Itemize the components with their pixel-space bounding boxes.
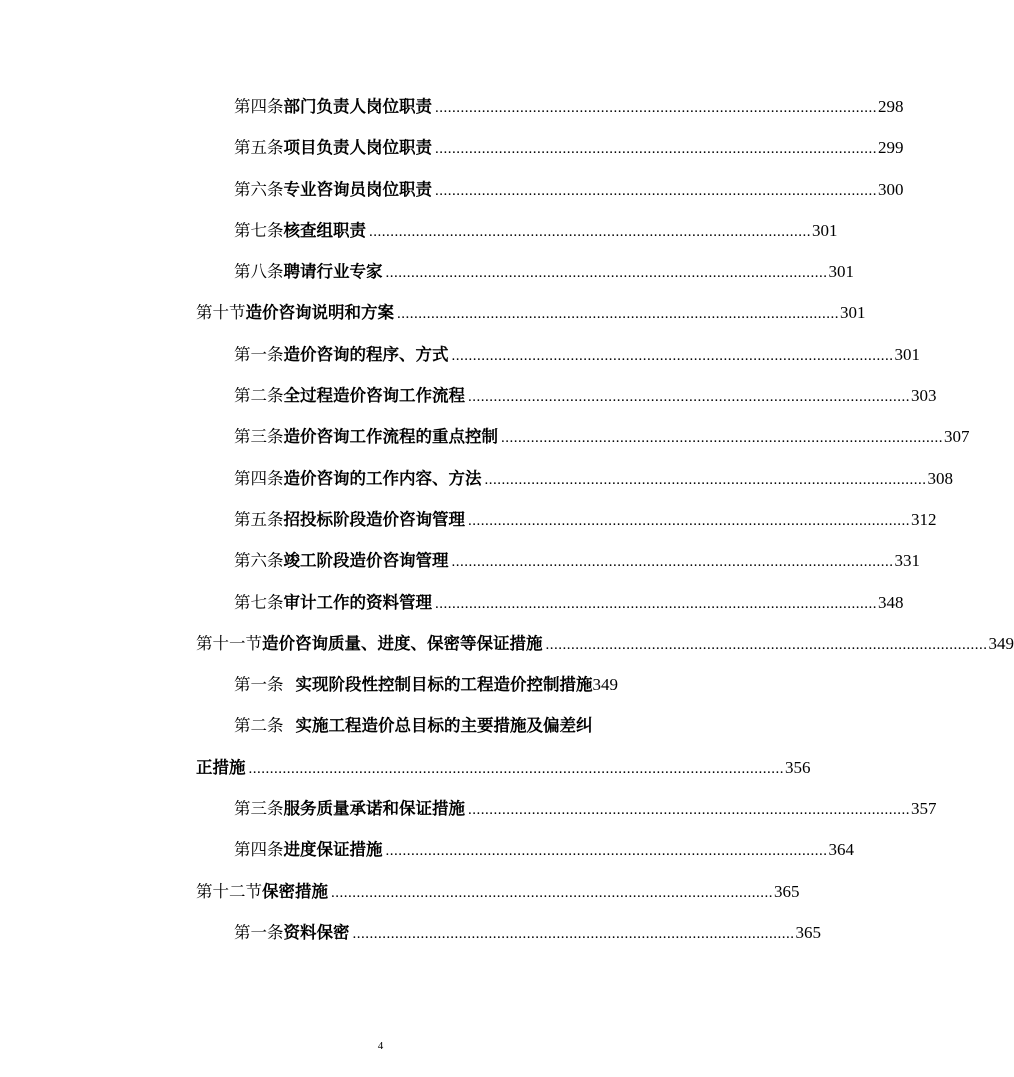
toc-entry-page: 307 xyxy=(944,427,970,447)
toc-entry-page: 303 xyxy=(911,386,937,406)
toc-entry-title: 造价咨询的工作内容、方法 xyxy=(283,468,482,488)
toc-entry-title: 造价咨询质量、进度、保密等保证措施 xyxy=(262,633,543,653)
toc-entry-page: 349 xyxy=(988,633,1014,653)
dot-leader: ........................................................................................................ xyxy=(397,306,839,323)
dot-leader: ........................................................................................................ xyxy=(468,389,910,406)
toc-entry-page: 365 xyxy=(774,881,800,901)
toc-entry-title: 造价咨询说明和方案 xyxy=(245,303,394,323)
dot-leader: ........................................................................................................ xyxy=(501,430,943,447)
toc-entry-number: 第四条 xyxy=(234,468,284,488)
toc-entry[interactable] xyxy=(0,499,937,540)
toc-entry-number: 第二条 xyxy=(234,716,284,736)
toc-entry[interactable] xyxy=(0,416,970,457)
toc-entry-page: 301 xyxy=(828,262,854,282)
dot-leader: ........................................................................................................ xyxy=(435,141,877,158)
toc-section-entry[interactable] xyxy=(0,871,800,912)
toc-entry-title: 全过程造价咨询工作流程 xyxy=(283,386,465,406)
toc-entry[interactable] xyxy=(0,210,838,251)
toc-entry[interactable] xyxy=(0,540,920,581)
dot-leader: ........................................................................................................ xyxy=(435,595,877,612)
toc-entry-number: 第一条 xyxy=(234,675,284,695)
toc-entry-page: 301 xyxy=(840,303,866,323)
dot-leader: ........................................................................................................ xyxy=(468,512,910,529)
toc-entry-page: 357 xyxy=(911,799,937,819)
toc-entry-page: 364 xyxy=(828,840,854,860)
toc-entry-number: 第一条 xyxy=(234,922,284,942)
dot-leader: ........................................................................................................ xyxy=(435,182,877,199)
toc-entry-page: 365 xyxy=(795,922,821,942)
toc-entry-page: 349 xyxy=(592,675,618,695)
toc-entry-number: 第三条 xyxy=(234,799,284,819)
toc-entry-page: 301 xyxy=(812,220,838,240)
dot-leader: ........................................................................................................ xyxy=(545,636,988,653)
toc-entry-title: 资料保密 xyxy=(283,922,350,942)
toc-entry[interactable] xyxy=(0,334,920,375)
dot-leader: ........................................................................................................ xyxy=(468,802,910,819)
toc-entry-title: 实现阶段性控制目标的工程造价控制措施 xyxy=(295,675,593,695)
toc-entry-number: 第四条 xyxy=(234,840,284,860)
dot-leader: ........................................................................................................ xyxy=(385,843,828,860)
toc-entry[interactable] xyxy=(0,86,904,127)
toc-entry-title: 核查组职责 xyxy=(283,220,366,240)
toc-entry-title: 实施工程造价总目标的主要措施及偏差纠 xyxy=(295,716,593,736)
toc-entry-page: 331 xyxy=(894,551,920,571)
toc-entry-page: 308 xyxy=(927,468,953,488)
dot-leader: ........................................................................................................ xyxy=(451,347,894,364)
toc-entry[interactable] xyxy=(0,912,821,953)
toc-entry-title: 保密措施 xyxy=(262,881,328,901)
dot-leader: ........................................................................................................ xyxy=(451,554,894,571)
toc-entry[interactable] xyxy=(0,664,761,705)
toc-section-entry[interactable] xyxy=(0,292,866,333)
toc-section-entry[interactable] xyxy=(0,623,1014,664)
dot-leader: ........................................................................................................ xyxy=(369,223,811,240)
toc-entry[interactable] xyxy=(0,251,854,292)
page-number: 4 xyxy=(377,1040,384,1052)
toc-entry-title: 审计工作的资料管理 xyxy=(283,592,432,612)
toc-entry-wrapped-start[interactable] xyxy=(0,705,761,746)
toc-entry[interactable] xyxy=(0,169,904,210)
toc-entry-title: 服务质量承诺和保证措施 xyxy=(283,799,465,819)
toc-entry-title: 竣工阶段造价咨询管理 xyxy=(283,551,449,571)
toc-entry-page: 298 xyxy=(878,97,904,116)
toc-entry-number: 第四条 xyxy=(234,97,284,116)
toc-entry-number: 第十节 xyxy=(196,303,246,323)
dot-leader: .............................................................................................................................. xyxy=(248,760,784,777)
toc-entry-number: 第一条 xyxy=(234,344,284,364)
toc-entry-number: 第七条 xyxy=(234,220,284,240)
toc-entry-page: 348 xyxy=(878,592,904,612)
toc-entry-number: 第五条 xyxy=(234,509,284,529)
toc-entry-title: 进度保证措施 xyxy=(283,840,383,860)
toc-entry-number: 第八条 xyxy=(234,262,284,282)
toc-entry[interactable] xyxy=(0,582,904,623)
toc-entry[interactable] xyxy=(0,829,854,870)
toc-entry-title: 部门负责人岗位职责 xyxy=(283,97,432,116)
toc-entry-number: 第二条 xyxy=(234,386,284,406)
toc-entry[interactable] xyxy=(0,127,904,168)
toc-entry-number: 第十一节 xyxy=(196,633,262,653)
toc-entry-page: 300 xyxy=(878,179,904,199)
toc-entry-page: 301 xyxy=(894,344,920,364)
dot-leader: ........................................................................................................ xyxy=(435,100,877,116)
toc-entry-title: 正措施 xyxy=(196,757,246,777)
toc-entry[interactable] xyxy=(0,788,937,829)
dot-leader: ........................................................................................................ xyxy=(352,925,795,942)
toc-entry-number: 第七条 xyxy=(234,592,284,612)
toc-entry-page: 356 xyxy=(785,757,811,777)
toc-entry-number: 第十二节 xyxy=(196,881,262,901)
toc-entry-title: 项目负责人岗位职责 xyxy=(283,138,432,158)
toc-entry-title: 聘请行业专家 xyxy=(283,262,383,282)
dot-leader: ........................................................................................................ xyxy=(484,471,927,488)
toc-entry-number: 第三条 xyxy=(234,427,284,447)
dot-leader: ........................................................................................................ xyxy=(385,265,828,282)
toc-entry-title: 造价咨询工作流程的重点控制 xyxy=(283,427,498,447)
toc-entry[interactable] xyxy=(0,458,953,499)
toc-entry-number: 第五条 xyxy=(234,138,284,158)
toc-entry-page: 312 xyxy=(911,509,937,529)
toc-entry[interactable] xyxy=(0,375,937,416)
toc-entry-title: 招投标阶段造价咨询管理 xyxy=(283,509,465,529)
toc-entry-title: 专业咨询员岗位职责 xyxy=(283,179,432,199)
toc-entry-wrapped-end[interactable] xyxy=(0,747,811,788)
dot-leader: ........................................................................................................ xyxy=(331,884,773,901)
toc-entry-number: 第六条 xyxy=(234,551,284,571)
toc-entry-page: 299 xyxy=(878,138,904,158)
toc-entry-number: 第六条 xyxy=(234,179,284,199)
table-of-contents xyxy=(0,86,1014,953)
toc-entry-title: 造价咨询的程序、方式 xyxy=(283,344,449,364)
